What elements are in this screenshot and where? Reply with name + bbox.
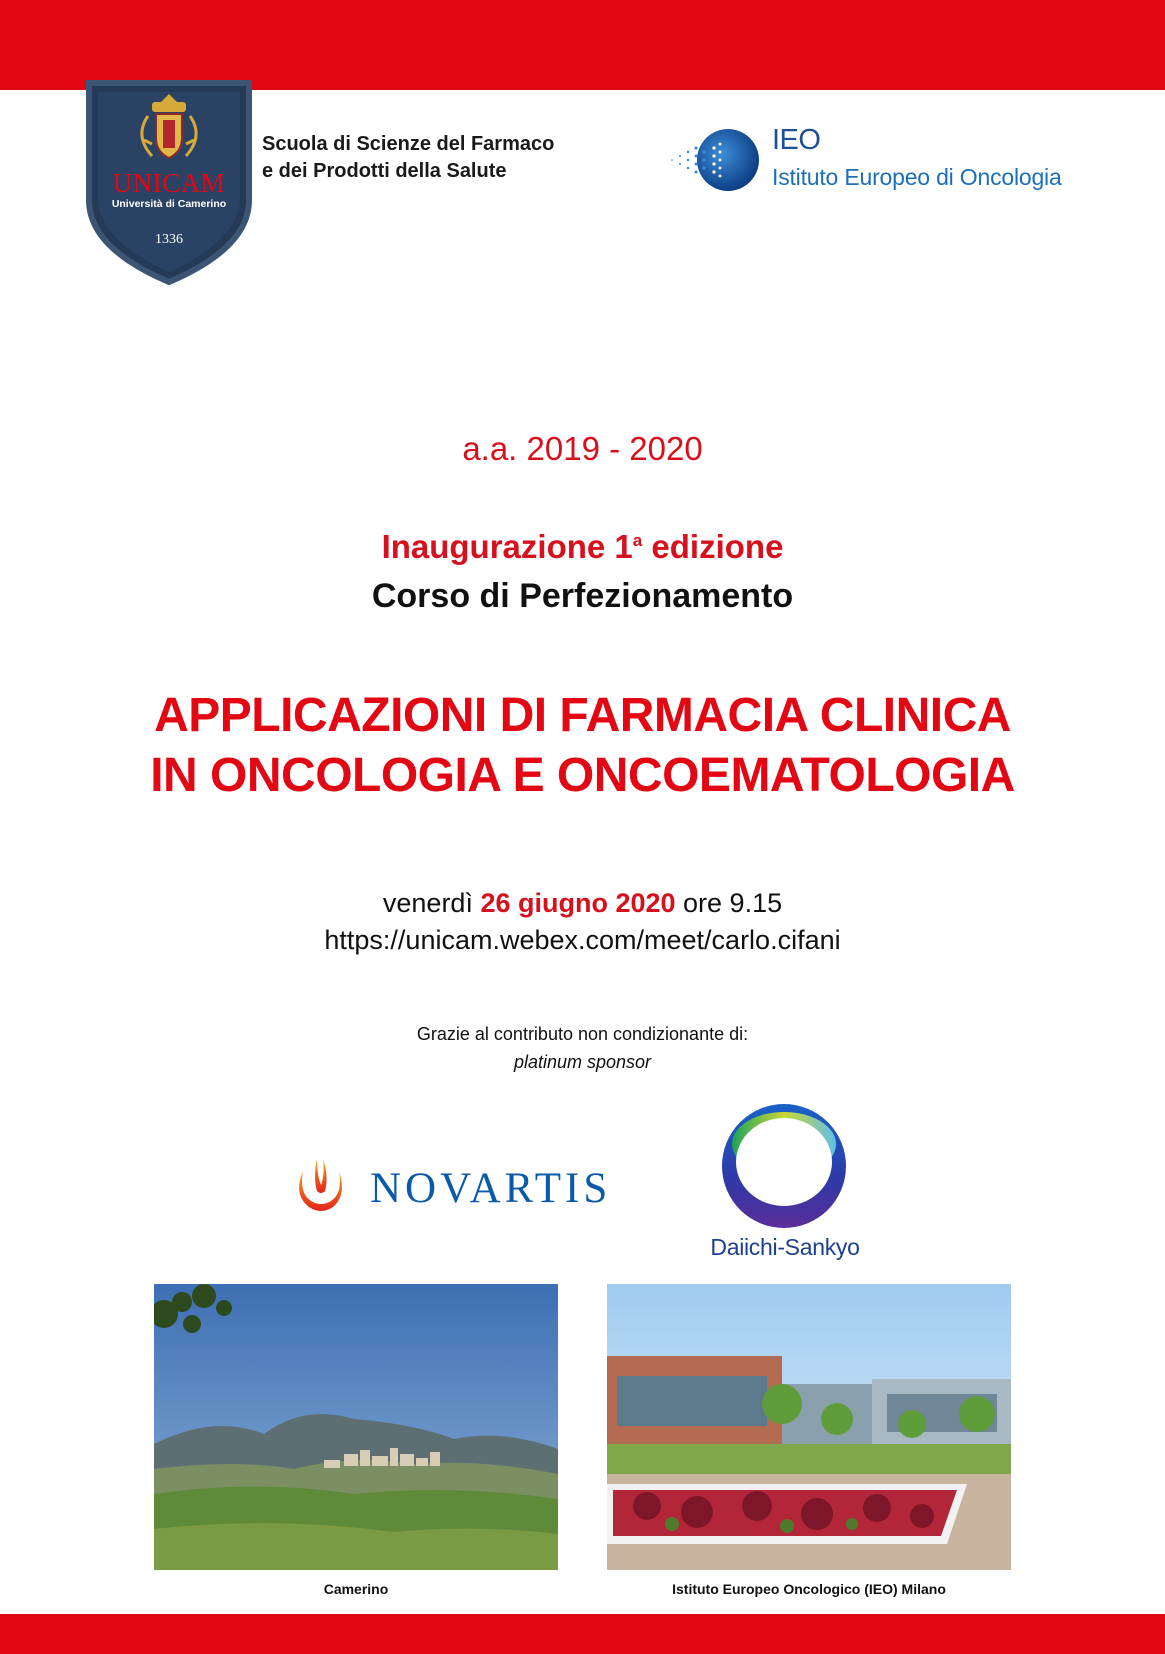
sponsor-thanks: Grazie al contributo non condizionante di: bbox=[416, 1024, 749, 1044]
title-line-1: APPLICAZIONI DI FARMACIA CLINICA bbox=[154, 689, 1011, 742]
event-date bbox=[0, 888, 1165, 919]
novartis-wordmark: NOVARTIS bbox=[370, 1165, 612, 1212]
dotted-sphere-icon bbox=[662, 126, 762, 196]
unicam-subtitle: Università di Camerino bbox=[111, 198, 227, 210]
academic-year: a.a. 2019 - 2020 bbox=[462, 430, 703, 467]
ieo-full-name: Istituto Europeo di Oncologia bbox=[772, 164, 1062, 190]
camerino-photo bbox=[154, 1284, 558, 1570]
date-highlight: 26 giugno 2020 bbox=[480, 888, 676, 918]
photo-caption-camerino: Camerino bbox=[323, 1581, 389, 1597]
top-red-band bbox=[0, 0, 1165, 90]
school-line-1: Scuola di Scienze del Farmaco bbox=[262, 133, 555, 155]
title-line-2: IN ONCOLOGIA E ONCOEMATOLOGIA bbox=[150, 749, 1015, 802]
ieo-abbr: IEO bbox=[772, 124, 821, 156]
ieo-building-photo bbox=[607, 1284, 1011, 1570]
unicam-year: 1336 bbox=[155, 232, 183, 247]
event-title bbox=[0, 686, 1165, 806]
daiichi-wordmark: Daiichi-Sankyo bbox=[710, 1234, 860, 1260]
sponsor-tier: platinum sponsor bbox=[513, 1052, 652, 1072]
photo-caption-ieo: Istituto Europeo Oncologico (IEO) Milano bbox=[672, 1581, 946, 1597]
inauguration-suffix: edizione bbox=[642, 528, 784, 565]
date-prefix: venerdì bbox=[382, 888, 481, 918]
unicam-name: UNICAM bbox=[112, 168, 226, 198]
date-suffix: ore 9.15 bbox=[675, 888, 783, 918]
webex-link[interactable]: https://unicam.webex.com/meet/carlo.cifani bbox=[324, 925, 841, 955]
inauguration-text: Inaugurazione 1 bbox=[381, 528, 633, 565]
school-name bbox=[262, 131, 554, 185]
course-type: Corso di Perfezionamento bbox=[371, 577, 794, 615]
bottom-red-band bbox=[0, 1614, 1165, 1654]
inauguration-line bbox=[0, 528, 1165, 566]
globe-ring-icon bbox=[718, 1100, 850, 1232]
school-line-2: e dei Prodotti della Salute bbox=[262, 160, 507, 182]
inauguration-sup: a bbox=[632, 531, 643, 550]
flame-icon bbox=[295, 1155, 347, 1213]
